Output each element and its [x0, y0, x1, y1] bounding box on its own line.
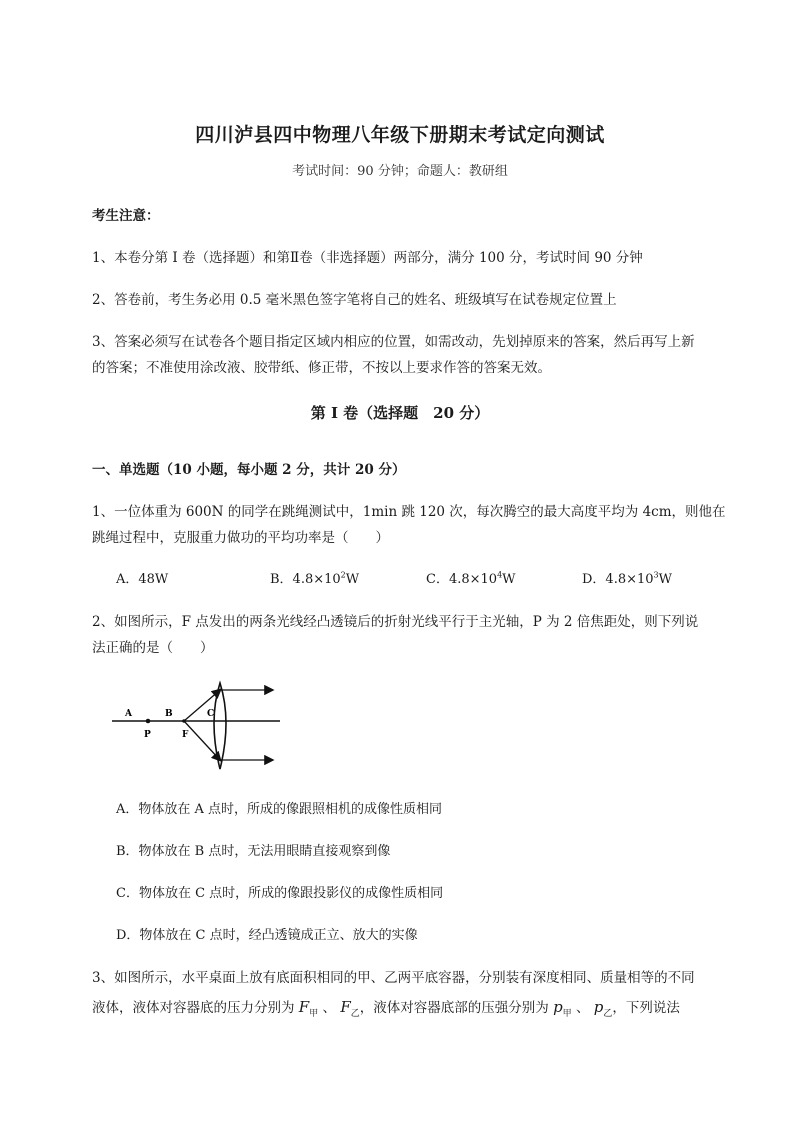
page-title: 四川泸县四中物理八年级下册期末考试定向测试: [195, 124, 605, 146]
part-heading: 一、单选题（10 小题，每小题 2 分，共计 20 分）: [92, 462, 406, 478]
q1-option-c: C．$4.8\times 10^4W$: [426, 570, 516, 587]
notice-item-1: 1、本卷分第 I 卷（选择题）和第Ⅱ卷（非选择题）两部分，满分 100 分，考试时间 90 分钟: [92, 250, 643, 266]
symbol-f-yi: $F_乙$: [340, 998, 360, 1019]
symbol-p-jia: $p_甲$: [553, 998, 572, 1019]
label-b: B: [165, 709, 173, 719]
q3-text-line1: 3、如图所示，水平桌面上放有底面积相同的甲、乙两平底容器，分别装有深度相同、质量相等的不同: [92, 970, 695, 986]
q2-choice-d: D．物体放在 C 点时，经凸透镜成正立、放大的实像: [116, 928, 418, 943]
notice-item-3: 3、答案必须写在试卷各个题目指定区域内相应的位置，如需改动，先划掉原来的答案，然后再写上新: [92, 334, 695, 350]
q1-text-line2: 跳绳过程中，克服重力做功的平均功率是（ ）: [92, 530, 389, 546]
label-f: F: [182, 730, 189, 740]
label-a: A: [125, 709, 132, 719]
symbol-f-jia: $F_甲$: [298, 998, 319, 1019]
lens-diagram: [112, 680, 287, 775]
q2-text-line1: 2、如图所示，F 点发出的两条光线经凸透镜后的折射光线平行于主光轴，P 为 2 倍焦距处，则下列说: [92, 614, 699, 630]
label-c: C: [207, 709, 215, 719]
exam-subtitle: 考试时间：90 分钟；命题人：教研组: [292, 164, 508, 179]
section-title: 第 I 卷（选择题 20 分）: [310, 404, 490, 422]
q2-choice-b: B．物体放在 B 点时，无法用眼睛直接观察到像: [116, 844, 391, 859]
point-f-dot: [182, 719, 186, 723]
notice-heading: 考生注意：: [92, 208, 160, 224]
symbol-p-yi: $p_乙$: [593, 998, 613, 1019]
q1-text-line1: 1、一位体重为 600N 的同学在跳绳测试中，1min 跳 120 次，每次腾空的最大高度平均为 4cm，则他在: [92, 504, 726, 520]
q2-choice-c: C．物体放在 C 点时，所成的像跟投影仪的成像性质相同: [116, 886, 444, 901]
notice-item-3-cont: 的答案；不准使用涂改液、胶带纸、修正带，不按以上要求作答的答案无效。: [92, 360, 551, 376]
q3-text-line2: 液体，液体对容器底的压力分别为 $F_甲$ 、 $F_乙$，液体对容器底部的压强分别为 $p_甲$ 、 $p_乙$，下列说法: [92, 998, 680, 1019]
q2-choice-a: A．物体放在 A 点时，所成的像跟照相机的成像性质相同: [116, 802, 443, 817]
label-p: P: [144, 730, 151, 740]
q1-option-a: A．48W: [116, 572, 169, 587]
point-p-dot: [146, 719, 151, 724]
q1-option-d: D．$4.8\times 10^3W$: [582, 570, 673, 587]
notice-item-2: 2、答卷前，考生务必用 0.5 毫米黑色签字笔将自己的姓名、班级填写在试卷规定位置上: [92, 292, 617, 308]
q2-text-line2: 法正确的是（ ）: [92, 640, 214, 656]
q1-option-b: B．$4.8\times 10^2W$: [270, 570, 360, 587]
